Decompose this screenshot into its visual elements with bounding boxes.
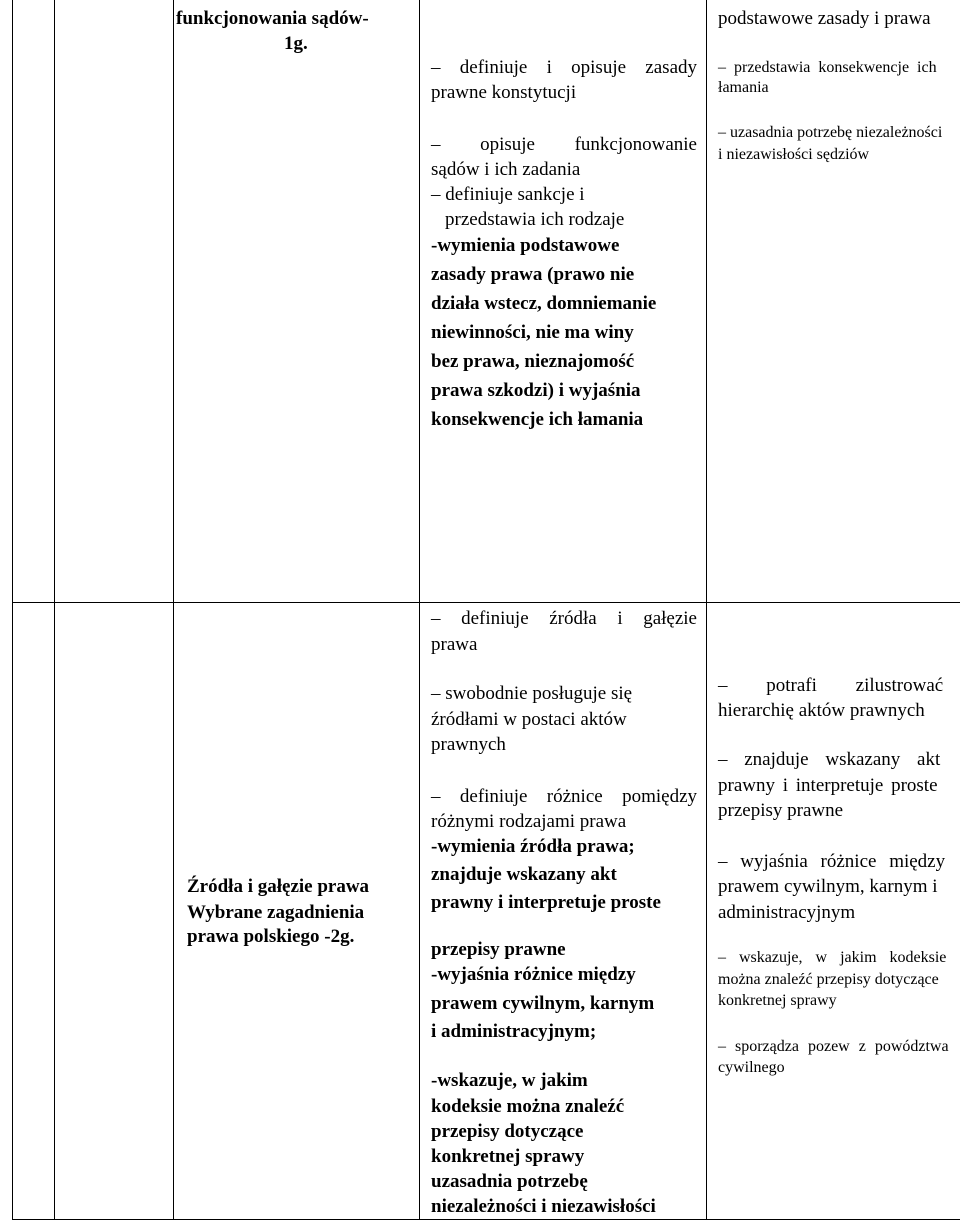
row1-basic-line: zasady prawa (prawo nie: [431, 264, 635, 285]
row2-topic-line: Wybrane zagadnienia: [187, 902, 365, 923]
row2-ext-line: administracyjnym: [718, 902, 856, 923]
row2-basic-line: -wyjaśnia różnice między: [431, 964, 636, 985]
row2-basic-line: prawem cywilnym, karnym: [431, 993, 655, 1014]
row2-ext-cell: [707, 603, 960, 1219]
table-border-bottom: [12, 1219, 960, 1220]
table-border-left: [12, 0, 13, 1220]
row1-basic-line: – definiuje i opisuje zasady: [431, 57, 697, 78]
row1-basic-line: przedstawia ich rodzaje: [445, 209, 625, 230]
row2-basic-line: prawnych: [431, 734, 506, 755]
col-divider-3: [419, 0, 420, 1220]
row2-topic-cell: [174, 603, 419, 1219]
row1-ext-line: łamania: [718, 79, 769, 96]
row1-topic-cell: [174, 0, 419, 602]
row2-ext-line: – sporządza pozew z powództwa: [718, 1038, 949, 1055]
row1-basic-cell: [431, 0, 697, 602]
row1-basic-line: prawa szkodzi) i wyjaśnia: [431, 380, 641, 401]
row2-ext-line: hierarchię aktów prawnych: [718, 700, 925, 721]
row2-ext-line: konkretnej sprawy: [718, 992, 837, 1009]
row2-ext-line: cywilnego: [718, 1059, 785, 1076]
row1-basic-line: sądów i ich zadania: [431, 159, 581, 180]
row2-topic-line: prawa polskiego -2g.: [187, 926, 355, 947]
row1-ext-line: i niezawisłości sędziów: [718, 146, 870, 163]
row1-topic-line: funkcjonowania sądów-: [176, 8, 369, 29]
row1-ext-cell: [707, 0, 960, 602]
row1-basic-line: konsekwencje ich łamania: [431, 409, 644, 430]
row1-basic-line: niewinności, nie ma winy: [431, 322, 634, 343]
row2-ext-line: prawem cywilnym, karnym i: [718, 876, 938, 897]
row1-ext-line: podstawowe zasady i prawa: [718, 8, 931, 29]
row2-basic-line: konkretnej sprawy: [431, 1146, 585, 1167]
row2-basic-line: przepisy dotyczące: [431, 1121, 584, 1142]
row1-ext-line: – przedstawia konsekwencje ich: [718, 59, 937, 76]
row1-basic-line: działa wstecz, domniemanie: [431, 293, 657, 314]
row1-basic-line: -wymienia podstawowe: [431, 235, 620, 256]
row2-basic-line: różnymi rodzajami prawa: [431, 811, 627, 832]
row2-basic-line: przepisy prawne: [431, 939, 566, 960]
row2-ext-line: – potrafi zilustrować: [718, 675, 944, 696]
row2-topic-line: Źródła i gałęzie prawa: [187, 876, 370, 897]
row1-basic-line: – opisuje funkcjonowanie: [431, 134, 697, 155]
row2-basic-line: i administracyjnym;: [431, 1021, 597, 1042]
row2-basic-line: kodeksie można znaleźć: [431, 1096, 625, 1117]
row2-basic-cell: [431, 603, 697, 1219]
row2-basic-line: – swobodnie posługuje się: [431, 683, 633, 704]
row2-basic-line: prawa: [431, 634, 478, 655]
row2-basic-line: – definiuje źródła i gałęzie: [431, 608, 697, 629]
row1-basic-line: bez prawa, nieznajomość: [431, 351, 635, 372]
row2-basic-line: uzasadnia potrzebę: [431, 1171, 588, 1192]
row2-ext-line: można znaleźć przepisy dotyczące: [718, 971, 939, 988]
row2-ext-line: prawny i interpretuje proste: [718, 775, 938, 796]
row2-basic-line: -wymienia źródła prawa;: [431, 836, 635, 857]
row2-basic-line: niezależności i niezawisłości: [431, 1196, 656, 1217]
row2-ext-line: – wyjaśnia różnice między: [718, 851, 946, 872]
row1-ext-line: – uzasadnia potrzebę niezależności: [718, 124, 943, 141]
row1-basic-line: – definiuje sankcje i: [431, 184, 585, 205]
row2-ext-line: – znajduje wskazany akt: [718, 749, 941, 770]
row2-ext-line: – wskazuje, w jakim kodeksie: [718, 949, 947, 966]
row1-topic-line: 1g.: [284, 33, 308, 54]
row2-basic-line: -wskazuje, w jakim: [431, 1070, 588, 1091]
col-divider-1: [54, 0, 55, 1220]
row2-ext-line: przepisy prawne: [718, 800, 844, 821]
row2-basic-line: znajduje wskazany akt: [431, 864, 617, 885]
row2-basic-line: źródłami w postaci aktów: [431, 709, 627, 730]
row1-basic-line: prawne konstytucji: [431, 82, 577, 103]
row2-basic-line: – definiuje różnice pomiędzy: [431, 786, 697, 807]
row2-basic-line: prawny i interpretuje proste: [431, 892, 661, 913]
